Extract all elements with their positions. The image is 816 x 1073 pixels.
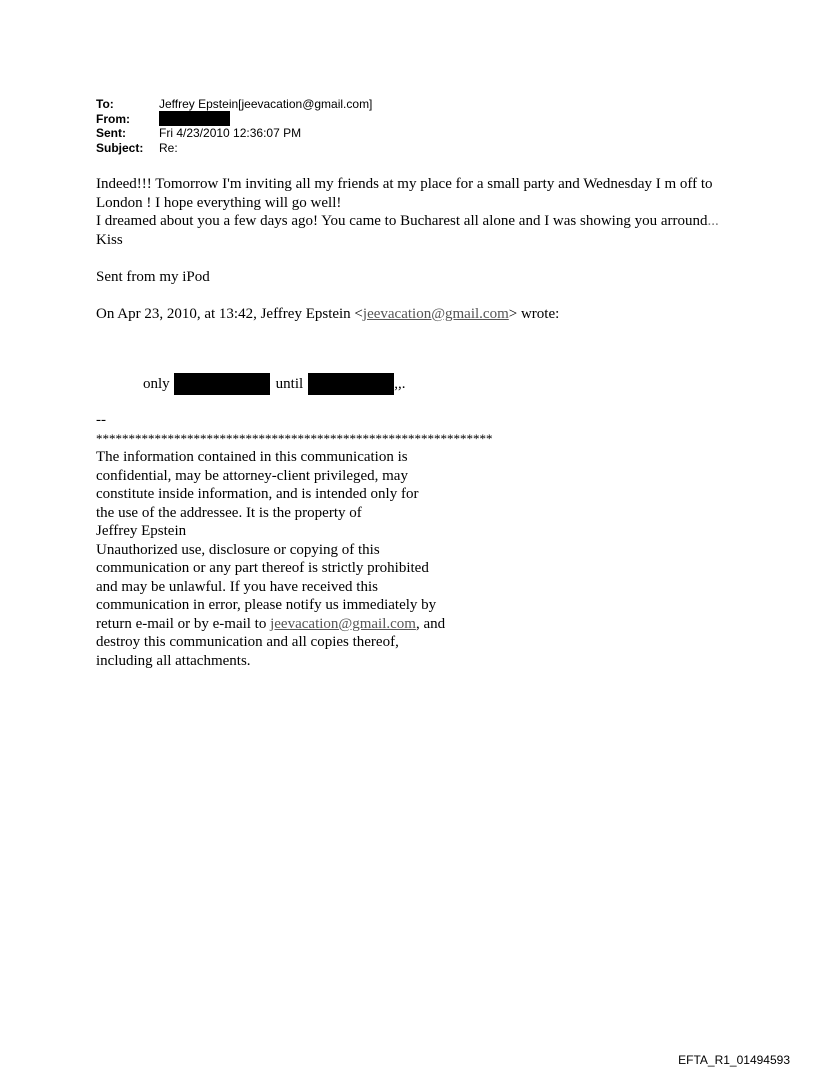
subject-label: Subject: [96,140,144,155]
sig-line: and may be unlawful. If you have received this [96,578,378,595]
quote-intro-post: > wrote: [508,305,560,322]
sig-line: communication or any part thereof is strictly prohibited [96,560,429,576]
to-row [96,97,372,112]
quoted-until: until [275,376,304,392]
kiss-line: Kiss [96,231,123,248]
body-line-1: Indeed!!! Tomorrow I'm inviting all my friends at my place for a small party and Wednesday I m off to London ! I hope everything will go well! [96,176,713,211]
quoted-redaction-1 [174,373,270,395]
sig-line: confidential, may be attorney-client privileged, may [96,467,408,484]
subject-value: Re: [159,140,178,155]
message-body [96,175,736,323]
sig-email-link[interactable]: jeevacation@gmail.com [270,615,416,632]
quoted-trail: ,,. [394,376,406,392]
from-row [96,112,372,127]
body-line-2-text: I dreamed about you a few days ago! You came to Bucharest all alone and I was showing you arround [96,213,708,229]
sig-line: communication in error, please notify us immediately by [96,597,437,613]
sig-line: the use of the addressee. It is the property of [96,504,362,521]
from-label: From: [96,111,130,126]
quoted-only: only [143,376,170,392]
quote-email-link[interactable]: jeevacation@gmail.com [362,305,509,322]
sig-line: The information contained in this communication is [96,449,408,465]
subject-row [96,141,372,156]
sent-from-line: Sent from my iPod [96,268,210,285]
body-line-2 [96,212,736,231]
to-label: To: [96,97,114,111]
email-header [96,97,372,155]
sent-row [96,126,372,141]
quoted-redaction-2 [308,373,394,395]
from-redaction [159,111,230,126]
sig-email-post: , and [415,615,446,632]
to-value: Jeffrey Epstein[jeevacation@gmail.com] [159,97,373,111]
sig-line: Jeffrey Epstein [96,523,187,539]
body-line-2-dots: ... [707,213,719,229]
sig-line: destroy this communication and all copies thereof, [96,634,399,650]
sig-line: constitute inside information, and is intended only for [96,486,419,502]
quote-intro-pre: On Apr 23, 2010, at 13:42, Jeffrey Epstein < [96,305,363,322]
sig-email-line [96,615,616,634]
signature-dashes: -- [96,412,106,428]
quote-intro [96,305,736,324]
document-id: EFTA_R1_01494593 [678,1053,790,1067]
sig-line: including all attachments. [96,652,251,669]
sig-line: Unauthorized use, disclosure or copying of this [96,541,380,558]
sent-label: Sent: [96,126,126,140]
sent-value: Fri 4/23/2010 12:36:07 PM [159,126,302,140]
signature-block [96,411,616,670]
sig-email-pre: return e-mail or by e-mail to [96,615,271,632]
quoted-text [143,373,405,395]
signature-stars: ************************************************************* [96,430,493,446]
